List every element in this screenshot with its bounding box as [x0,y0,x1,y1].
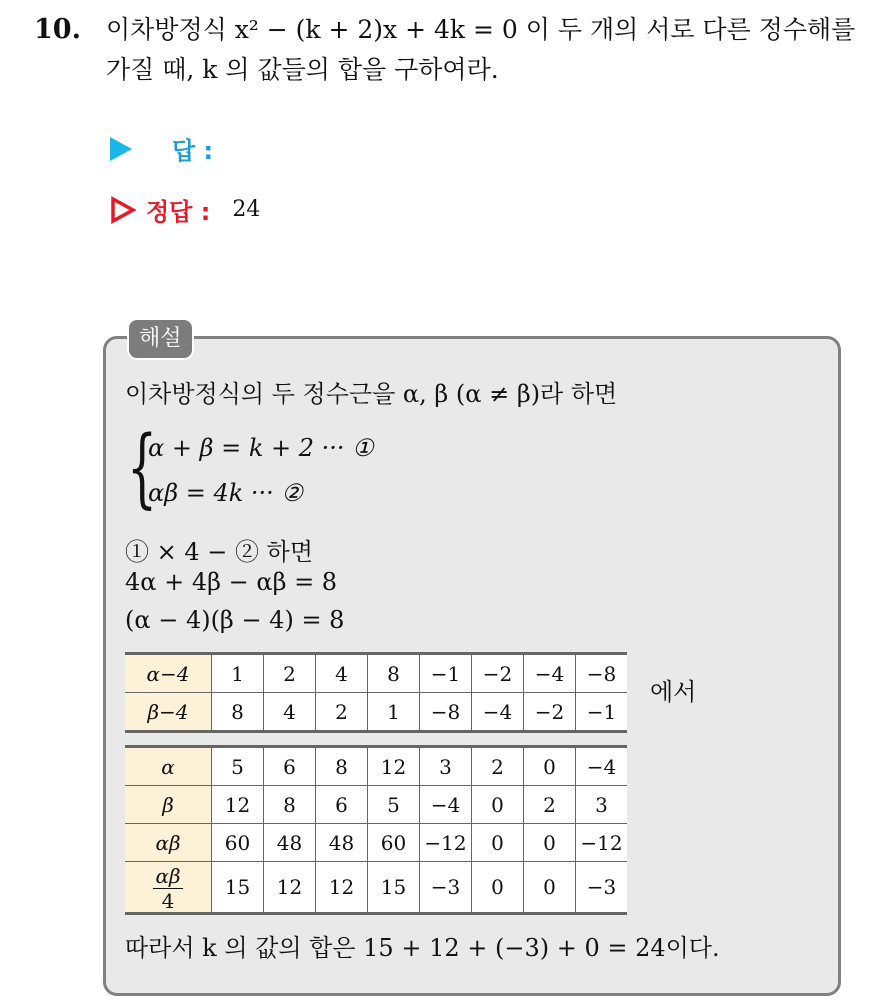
problem-line-2: 가질 때, k 의 값들의 합을 구하여라. [106,55,499,84]
table-cell: −1 [420,654,472,693]
table-cell: 3 [576,786,628,824]
table-cell: 12 [368,747,420,786]
table-cell: 3 [420,747,472,786]
table-cell: −12 [420,824,472,862]
problem-line-1: 10. 이차방정식 x² − (k + 2)x + 4k = 0 이 두 개의 서로 다른 정수해를 [34,10,874,50]
table-cell: 0 [472,786,524,824]
table-cell: 12 [264,862,316,914]
equation-2: αβ = 4k ··· ② [148,479,303,507]
table-cell: −2 [472,654,524,693]
table-cell: 48 [316,824,368,862]
table-cell: 60 [212,824,264,862]
table-cell: −3 [420,862,472,914]
table-cell: 0 [524,862,576,914]
eseo-text: 에서 [650,678,697,706]
step-2: 4α + 4β − αβ = 8 [125,568,338,596]
step-1: ① × 4 − ② 하면 [125,538,314,566]
step-3: (α − 4)(β − 4) = 8 [125,606,345,634]
table-cell: 8 [212,693,264,732]
table-cell: 12 [212,786,264,824]
table-cell: 8 [264,786,316,824]
table-row [125,862,627,914]
table-row [125,654,627,693]
table-cell: −2 [524,693,576,732]
table-row [125,693,627,732]
conclusion: 따라서 k 의 값의 합은 15 + 12 + (−3) + 0 = 24이다. [125,934,720,962]
problem-statement [34,10,874,90]
values-table [125,745,627,915]
table-cell: 48 [264,824,316,862]
table-cell: 8 [368,654,420,693]
table-cell: −8 [420,693,472,732]
table-cell: 4 [264,693,316,732]
table-cell: 2 [472,747,524,786]
key-value: 24 [232,197,261,222]
table-cell: 6 [316,786,368,824]
key-row [110,192,260,227]
outline-triangle-icon [110,196,136,224]
table-cell: 5 [212,747,264,786]
row-header: αβ [125,824,212,862]
row-header: β [125,786,212,824]
table-cell: −8 [576,654,628,693]
table-cell: 15 [212,862,264,914]
table-cell: 4 [316,654,368,693]
row-header: α [125,747,212,786]
table-row [125,824,627,862]
table-cell: 0 [524,824,576,862]
solution-tag: 해설 [127,318,194,360]
table-cell: 6 [264,747,316,786]
table-cell: 0 [472,824,524,862]
problem-number: 10. [34,14,81,45]
play-triangle-icon [110,137,132,161]
table-cell: 8 [316,747,368,786]
table-cell: −4 [420,786,472,824]
row-header: α−4 [125,654,212,693]
table-cell: −4 [472,693,524,732]
table-cell: 0 [472,862,524,914]
table-cell: 2 [264,654,316,693]
table-cell: 12 [316,862,368,914]
fraction: $\frac{\alpha\beta}{4}$ [155,863,181,913]
table-cell: 15 [368,862,420,914]
table-cell: 1 [368,693,420,732]
table-cell: −4 [576,747,628,786]
table-cell: 1 [212,654,264,693]
difference-table [125,652,627,733]
table-cell: 60 [368,824,420,862]
table-cell: 5 [368,786,420,824]
table-cell: −1 [576,693,628,732]
solution-intro: 이차방정식의 두 정수근을 α, β (α ≠ β)라 하면 [125,380,618,408]
table-cell: 2 [524,786,576,824]
table-cell: −12 [576,824,628,862]
table-row [125,786,627,824]
equation-1: α + β = k + 2 ··· ① [148,434,374,462]
answer-label: 답 : [172,137,214,165]
system-brace: { [127,418,158,518]
answer-row [110,131,213,166]
table-cell: 2 [316,693,368,732]
key-label: 정답 : [146,198,211,226]
row-header: β−4 [125,693,212,732]
row-header [125,862,212,914]
table-cell: −3 [576,862,628,914]
table-cell: 0 [524,747,576,786]
table-cell: −4 [524,654,576,693]
table-row [125,747,627,786]
